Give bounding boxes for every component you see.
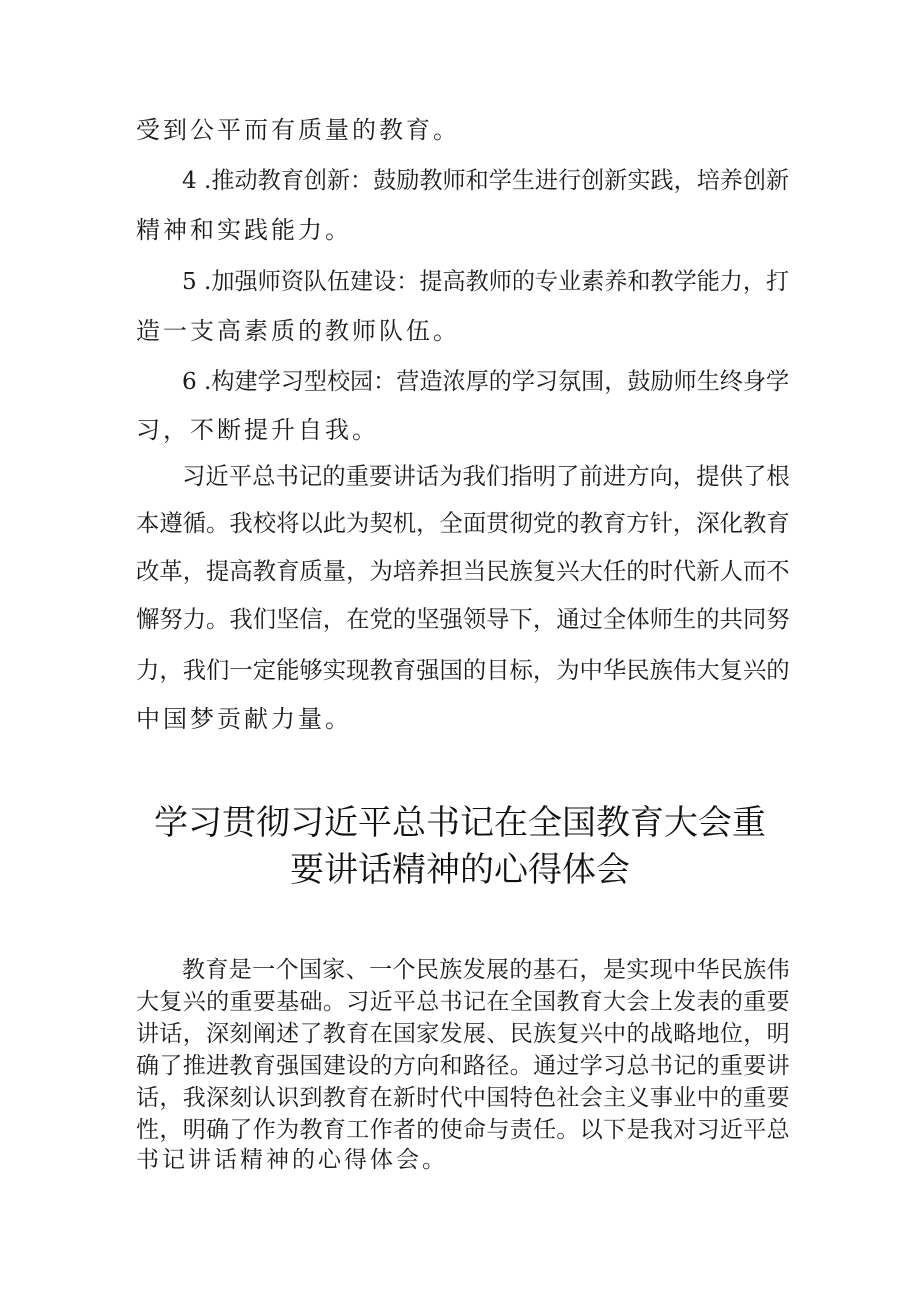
conclusion-line: 习近平总书记的重要讲话为我们指明了前进方向，提供了根 [182, 462, 790, 490]
paragraph-line: 性，明确了作为教育工作者的使命与责任。以下是我对习近平总 [136, 1117, 790, 1143]
paragraph-line: 确了推进教育强国建设的方向和路径。通过学习总书记的重要讲 [136, 1053, 790, 1079]
paragraph-line: 受到公平而有质量的教育。 [136, 116, 460, 144]
paragraph-line: 大复兴的重要基础。习近平总书记在全国教育大会上发表的重要 [136, 989, 790, 1015]
list-item-4: 4 .推动教育创新：鼓励教师和学生进行创新实践，培养创新 [182, 168, 790, 194]
paragraph-line: 话，我深刻认识到教育在新时代中国特色社会主义事业中的重要 [136, 1085, 790, 1111]
conclusion-line: 力，我们一定能够实现教育强国的目标，为中华民族伟大复兴的 [136, 656, 790, 684]
paragraph-line: 习，不断提升自我。 [136, 416, 379, 444]
list-item-5: 5 .加强师资队伍建设：提高教师的专业素养和教学能力，打 [182, 269, 790, 295]
article-title-line-1: 学习贯彻习近平总书记在全国教育大会重 [154, 803, 766, 843]
article-title-line-2: 要讲话精神的心得体会 [290, 850, 630, 890]
conclusion-line: 改革，提高教育质量，为培养担当民族复兴大任的时代新人而不 [136, 557, 790, 585]
paragraph-line: 造一支高素质的教师队伍。 [136, 317, 460, 345]
paragraph-line: 教育是一个国家、一个民族发展的基石，是实现中华民族伟 [182, 957, 790, 983]
paragraph-line: 书记讲话精神的心得体会。 [136, 1147, 448, 1173]
list-item-6: 6 .构建学习型校园：营造浓厚的学习氛围，鼓励师生终身学 [182, 369, 790, 395]
conclusion-line: 懈努力。我们坚信，在党的坚强领导下，通过全体师生的共同努 [136, 605, 790, 633]
paragraph-line: 精神和实践能力。 [136, 216, 352, 244]
conclusion-line: 中国梦贡献力量。 [136, 705, 352, 733]
conclusion-line: 本遵循。我校将以此为契机，全面贯彻党的教育方针，深化教育 [136, 509, 790, 537]
paragraph-line: 讲话，深刻阐述了教育在国家发展、民族复兴中的战略地位，明 [136, 1021, 790, 1047]
